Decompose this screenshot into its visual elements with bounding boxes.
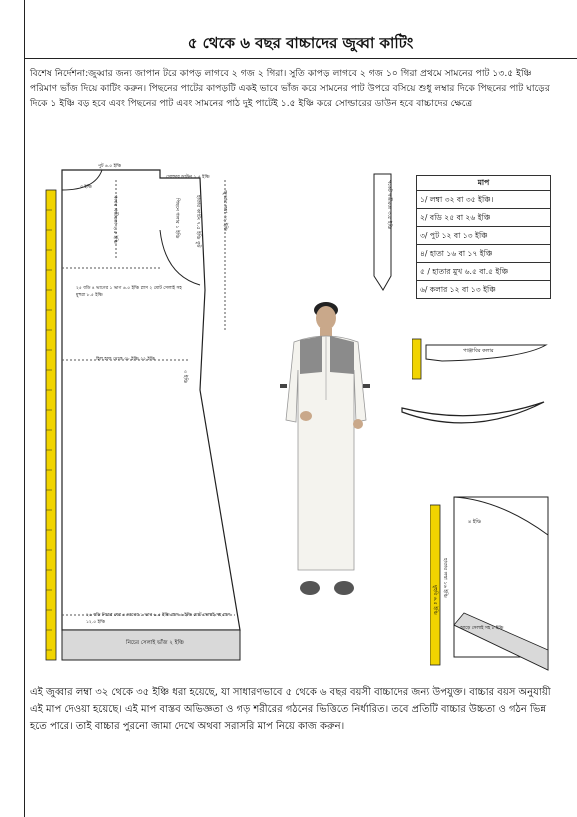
waist-label: হিল হাফ থেকে ৩৮ ইঞ্চি ২২ ইঞ্চি <box>96 357 156 362</box>
measurement-row: ৬/ কলার ১২ বা ১৩ ইঞ্চি <box>420 285 496 294</box>
measurement-row: ১/ লম্বা ৩২ বা ৩৫ ইঞ্চি। <box>417 191 550 209</box>
measurement-row: ২/ বডি ২৫ বা ২৬ ইঞ্চি <box>417 209 550 227</box>
length-label: জুব্বার লম্বা ৩২ ইঞ্চি <box>222 190 228 232</box>
collar-label: পাঞ্জাবির কলার <box>463 348 494 354</box>
sleeve-bottom-label: আড়ে সেলাই সহ ৮ ইঞ্চি <box>460 626 504 631</box>
measurement-row: ৩/ পুট ১২ বা ১৩ ইঞ্চি <box>417 227 550 245</box>
boy-in-jubba-photo <box>270 290 382 610</box>
collar-band-curve <box>398 398 548 438</box>
page-margin-line <box>24 0 25 817</box>
front-panel-outline <box>62 170 240 630</box>
measurement-row: ৪/ হাতা ১৬ বা ১৭ ইঞ্চি <box>417 245 550 263</box>
sleeve-cuff-label: মুহুরি ৬.৫ ইঞ্চি <box>432 585 438 615</box>
sleeve-top-label: ৪ ইঞ্চি <box>468 519 482 525</box>
collar-pattern <box>412 335 548 385</box>
measuring-ruler <box>46 190 56 660</box>
placket-label: পকেট গভীরতা ৩.৫ ইঞ্চি <box>386 180 392 230</box>
instructions-paragraph: বিশেষ নির্দেশনা:জুব্বার জন্য জাপান টরে কাপড় লাগবে ২ গজ ২ গিরা। সুতি কাপড় লাগবে ২ গজ ১০ গিরা প্রথমে সামনের পাট ১৩.৫ ইঞ্চি পরিমাণ ভাঁজ দিয়ে কাটিং করুন। পিছনের পাটের কাপড়টি একই ভাবে ভাঁজ করে সামনের পাট উপরে বসিয়ে শুধু লম্বার দিকে পিছনের পাট ঘাড়ের দিকে ১ ইঞ্চি বড় হবে এবং পিছনের পাট এবং সামনের পাঠ দুই পাটেই ১.৫ ইঞ্চি করে সোল্ডারের ডাউন হবে বাচ্চাদের ক্ষেত্রে <box>30 68 550 109</box>
sleeve-cut-label: হাতার কাটিং ৭.৫ ইঞ্চি কুট <box>195 195 201 248</box>
measurement-table <box>416 175 551 299</box>
sleeve-pattern <box>430 495 562 675</box>
page-title: ৫ থেকে ৬ বছর বাচ্চাদের জুব্বা কাটিং <box>187 34 414 52</box>
closing-paragraph: এই জুব্বার লম্বা ৩২ থেকে ৩৫ ইঞ্চি ধরা হয়েছে, যা সাধারণভাবে ৫ থেকে ৬ বছর বয়সী বাচ্চাদের জন্য উপযুক্ত। বাচ্চার বয়স অনুযায়ী এই মাপ দেওয়া হয়েছে। এই মাপ বাস্তব অভিজ্ঞতা ও গড় শরীরের গঠনের ভিত্তিতে নির্ধারিত। তবে প্রতিটি বাচ্চার উচ্চতা ও গঠন ভিন্ন হতে পারে। তাই বাচ্চার পুরনো জামা দেখে অথবা সরাসরি মাপ নিয়ে কাজ করুন। <box>30 687 551 732</box>
measurement-row: ৫ / হাতার মুখ ৬.৫ বা.৫ ইঞ্চি <box>417 263 550 281</box>
title-underline <box>24 58 577 59</box>
bottom-label: ২৬ বডি নিচের ঘের ৪ ভাগের ১ ভাগ ৬.৫ ইঞ্চি প্লাস ৬ ইঞ্চি মোট সেলাই সহ প্লাস ১২.৫ ইঞ্চি <box>86 613 231 625</box>
neck-small-label: ৩ ইঞ্চি <box>80 185 92 190</box>
armhole-depth-label: পিছনে গলার ১ ইঞ্চি <box>174 198 180 239</box>
neck-depth-label: গলার গভীরতা ২.৫ ইঞ্চি <box>112 195 118 244</box>
measurement-header: মাপ <box>417 176 550 191</box>
chest-label: ২৫ বডি ৪ ভাগের ১ ভাগ ৬.৫ ইঞ্চি প্লাস ২ মোট সেলাই সহ মুহুরা ৮.৫ ইঞ্চি <box>76 286 182 298</box>
sleeve-length-label: হাতার লম্বা ১৬ ইঞ্চি <box>442 558 448 598</box>
mid-small-label: ৩ ইঞ্চি <box>182 370 188 384</box>
shoulder-label: সোল্ডার ডাউন ১.৫ ইঞ্চি <box>166 175 210 180</box>
hem-label: নিচের সেলাই ভাঁজ ২ ইঞ্চি <box>126 640 184 646</box>
put-label: পুট ৬.৫ ইঞ্চি <box>98 164 122 169</box>
